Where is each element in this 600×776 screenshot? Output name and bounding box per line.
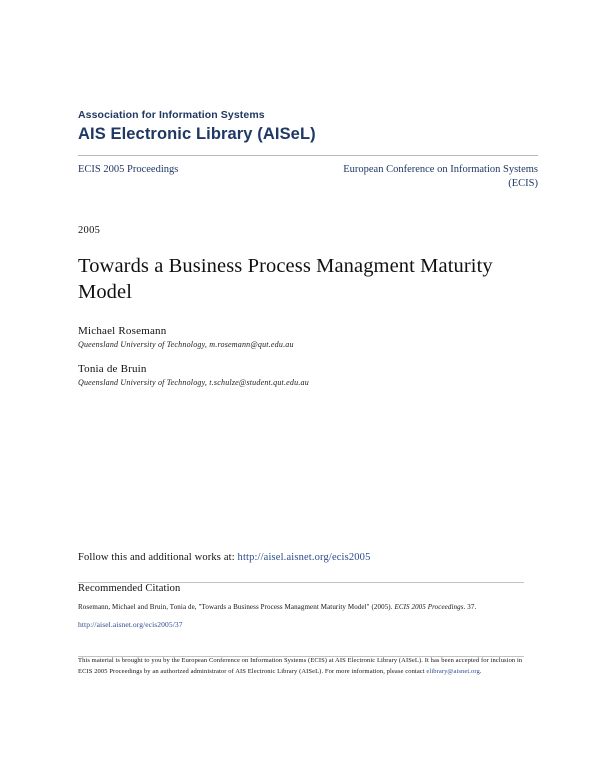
proceedings-label[interactable]: ECIS 2005 Proceedings [78,163,179,175]
citation-source-italic: ECIS 2005 Proceedings [394,603,464,611]
conference-line-2: (ECIS) [508,177,538,189]
journal-info-row [78,163,538,191]
library-name: AIS Electronic Library (AISeL) [78,125,316,144]
contact-email-link[interactable]: elibrary@aisnet.org [426,668,480,676]
conference-line-1: European Conference on Information Systems [343,163,538,175]
follow-works-line [78,552,524,563]
follow-works-label: Follow this and additional works at: [78,552,238,563]
citation-text [78,602,524,613]
follow-works-link[interactable]: http://aisel.aisnet.org/ecis2005 [237,552,371,563]
publication-year: 2005 [78,224,101,236]
notice-text: This material is brought to you by the European Conference on Information Systems (ECIS) at AIS Electronic Library (AISeL). It has been accepted for inclusion in ECIS 2005 Proceedings by an authorized administrator of AIS Electronic Library (AISeL). For more information, please contact [78,657,523,676]
masthead-divider [78,155,538,156]
author-list [78,325,538,387]
conference-label[interactable] [343,163,538,191]
citation-part-3: 37. [467,603,477,611]
author-name: Tonia de Bruin [78,363,147,376]
association-name: Association for Information Systems [78,109,265,121]
author-entry [78,325,538,349]
author-affiliation: Queensland University of Technology, m.rosemann@qut.edu.au [78,340,294,350]
author-affiliation: Queensland University of Technology, t.schulze@student.qut.edu.au [78,378,309,388]
author-entry [78,363,538,387]
document-header [78,108,538,401]
author-name: Michael Rosemann [78,325,167,338]
recommended-citation-block [78,583,524,629]
citation-part-2: . [463,603,466,611]
copyright-notice [78,655,524,678]
citation-part-1: Rosemann, Michael and Bruin, Tonia de, "Towards a Business Process Managment Maturity Model" (2005). [78,603,395,611]
page-title: Towards a Business Process Managment Maturity Model [78,254,493,304]
citation-permalink[interactable]: http://aisel.aisnet.org/ecis2005/37 [78,619,183,629]
notice-end: . [479,668,482,676]
recommended-citation-heading: Recommended Citation [78,583,181,594]
